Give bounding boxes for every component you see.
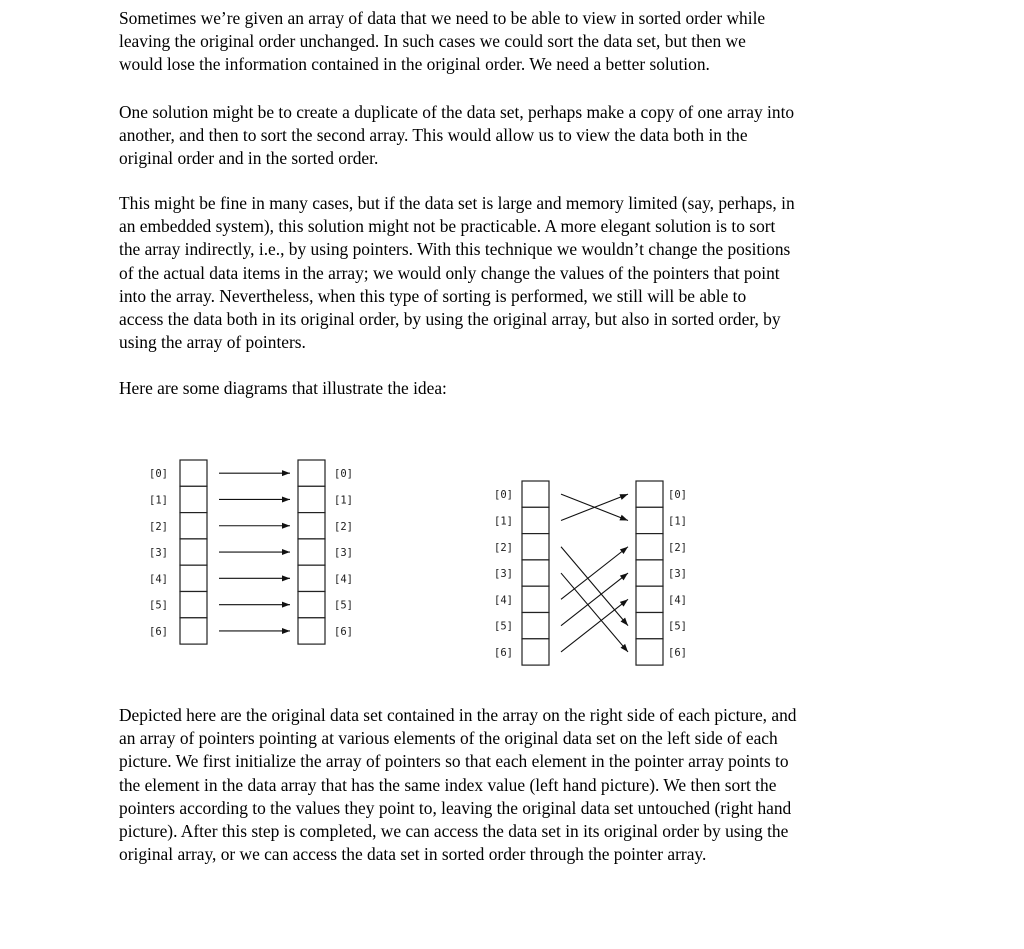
left-data-index-label: [5]	[334, 599, 353, 612]
right-pointer-cell	[522, 613, 549, 639]
right-pointer-index-label: [5]	[494, 620, 513, 633]
left-pointer-cell	[180, 460, 207, 486]
paragraph-duplicate-solution: One solution might be to create a duplicate of the data set, perhaps make a copy of one array into another, and then to sort the second array. This would allow us to view the data both in the original order and in the sorted order.	[119, 102, 795, 169]
left-pointer-arrowhead	[282, 628, 290, 634]
right-pointer-arrowhead	[619, 494, 628, 500]
left-pointer-index-label: [6]	[149, 625, 168, 638]
right-pointer-index-label: [6]	[494, 646, 513, 659]
right-data-index-label: [0]	[668, 489, 687, 502]
left-pointer-index-label: [5]	[149, 599, 168, 612]
left-data-index-label: [3]	[334, 547, 353, 560]
right-pointer-arrow	[561, 573, 628, 626]
right-pointer-cell	[522, 560, 549, 586]
left-pointer-index-label: [2]	[149, 520, 168, 533]
right-data-cell	[636, 481, 663, 507]
right-data-index-label: [3]	[668, 568, 687, 581]
left-data-index-label: [2]	[334, 520, 353, 533]
left-data-index-label: [1]	[334, 494, 353, 507]
right-pointer-cell	[522, 639, 549, 665]
left-pointer-arrowhead	[282, 575, 290, 581]
right-pointer-index-label: [4]	[494, 594, 513, 607]
left-pointer-cell	[180, 565, 207, 591]
right-pointer-arrowhead	[619, 515, 628, 521]
left-data-cell	[298, 513, 325, 539]
right-data-index-label: [1]	[668, 515, 687, 528]
left-data-cell	[298, 486, 325, 512]
left-pointer-arrowhead	[282, 523, 290, 529]
right-pointer-arrow	[561, 547, 628, 600]
right-pointer-index-label: [1]	[494, 515, 513, 528]
right-pointer-index-label: [2]	[494, 541, 513, 554]
right-data-cell	[636, 507, 663, 533]
right-data-index-label: [6]	[668, 646, 687, 659]
left-data-index-label: [4]	[334, 573, 353, 586]
right-data-cell	[636, 534, 663, 560]
right-data-cell	[636, 613, 663, 639]
left-data-cell	[298, 539, 325, 565]
left-pointer-arrowhead	[282, 549, 290, 555]
left-pointer-arrowhead	[282, 470, 290, 476]
paragraph-diagram-intro: Here are some diagrams that illustrate the idea:	[119, 378, 447, 398]
left-pointer-arrowhead	[282, 496, 290, 502]
left-data-cell	[298, 565, 325, 591]
right-data-cell	[636, 639, 663, 665]
paragraph-intro: Sometimes we’re given an array of data that we need to be able to view in sorted order while leaving the original order unchanged. In such cases we could sort the data set, but then we would lose the information contained in the original order. We need a better solution.	[119, 8, 766, 75]
left-pointer-cell	[180, 513, 207, 539]
left-data-index-label: [6]	[334, 625, 353, 638]
left-data-index-label: [0]	[334, 468, 353, 481]
left-pointer-index-label: [3]	[149, 547, 168, 560]
right-pointer-arrowhead	[620, 599, 628, 606]
right-diagram	[494, 481, 687, 665]
paragraph-pointer-solution: This might be fine in many cases, but if the data set is large and memory limited (say, perhaps, in an embedded system), this solution might not be practicable. A more elegant solution is to sort the array indirectly, i.e., by using pointers. With this technique we wouldn’t change the positions of the actual data items in the array; we would only change the values of the pointers that point into the array. Nevertheless, when this type of sorting is performed, we still will be able to access the data both in its original order, by using the original array, but also in sorted order, by using the array of pointers.	[119, 193, 795, 353]
left-data-cell	[298, 618, 325, 644]
paragraph-explanation: Depicted here are the original data set contained in the array on the right side of each picture, and an array of pointers pointing at various elements of the original data set on the left side of each picture. We first initialize the array of pointers so that each element in the pointer array points to the element in the data array that has the same index value (left hand picture). We then sort the pointers according to the values they point to, leaving the original data set untouched (right hand picture). After this step is completed, we can access the data set in its original order by using the original array, or we can access the data set in sorted order through the pointer array.	[119, 705, 797, 865]
left-diagram	[149, 460, 353, 644]
left-pointer-cell	[180, 486, 207, 512]
left-pointer-index-label: [4]	[149, 573, 168, 586]
right-pointer-index-label: [3]	[494, 568, 513, 581]
left-data-cell	[298, 592, 325, 618]
left-pointer-cell	[180, 618, 207, 644]
right-pointer-cell	[522, 586, 549, 612]
left-pointer-index-label: [1]	[149, 494, 168, 507]
right-pointer-arrowhead	[620, 547, 628, 554]
right-data-index-label: [5]	[668, 620, 687, 633]
left-pointer-cell	[180, 539, 207, 565]
right-pointer-index-label: [0]	[494, 489, 513, 502]
left-pointer-cell	[180, 592, 207, 618]
right-pointer-cell	[522, 534, 549, 560]
left-pointer-index-label: [0]	[149, 468, 168, 481]
left-pointer-arrowhead	[282, 602, 290, 608]
right-pointer-arrow	[561, 573, 628, 652]
right-pointer-arrow	[561, 599, 628, 652]
right-data-index-label: [4]	[668, 594, 687, 607]
right-pointer-cell	[522, 481, 549, 507]
right-data-cell	[636, 560, 663, 586]
left-data-cell	[298, 460, 325, 486]
right-data-cell	[636, 586, 663, 612]
right-pointer-cell	[522, 507, 549, 533]
right-pointer-arrowhead	[620, 573, 628, 580]
right-pointer-arrow	[561, 547, 628, 626]
right-data-index-label: [2]	[668, 541, 687, 554]
